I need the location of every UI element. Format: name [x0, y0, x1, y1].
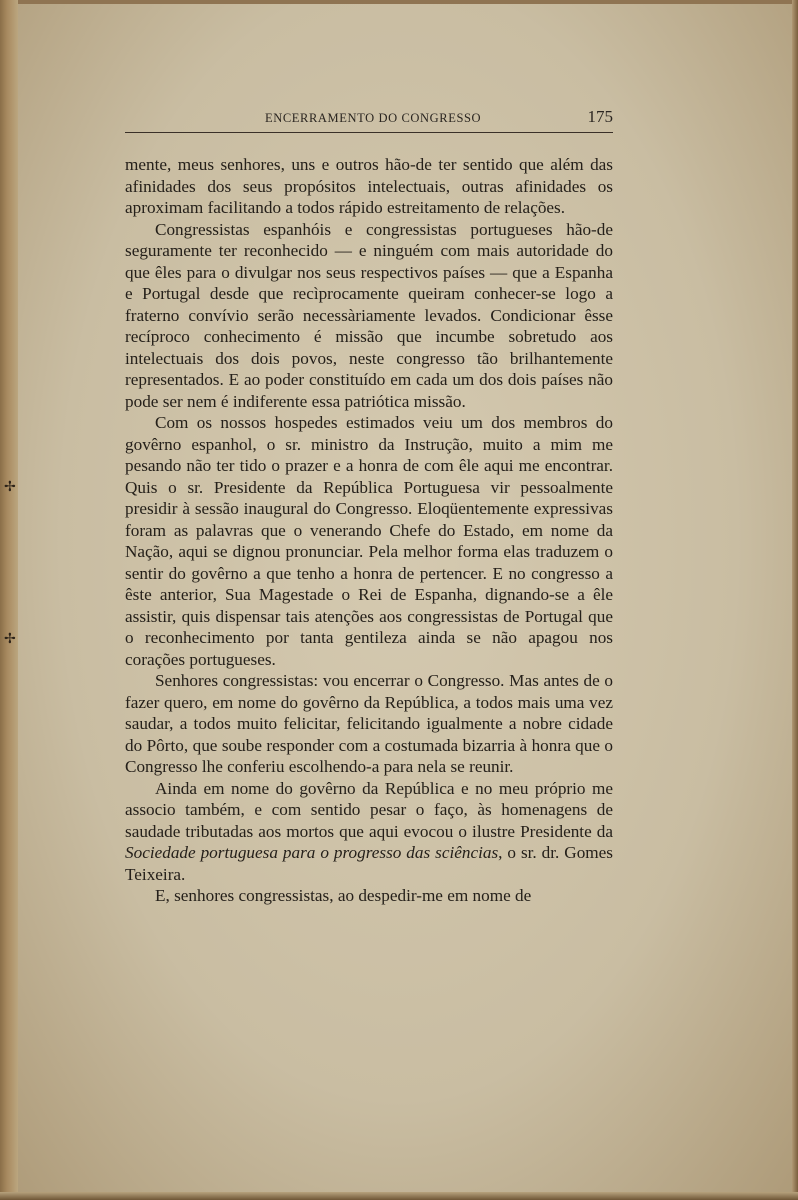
- paragraph-text: , o sr. dr. Gomes Teixeira.: [125, 843, 613, 884]
- page-number: 175: [587, 107, 613, 126]
- paragraph: E, senhores congressistas, ao despedir-me em nome de: [155, 886, 532, 905]
- paragraph: Senhores congressistas: vou encerrar o Congresso. Mas antes de o fazer quero, em nome do govêrno da República, a todos mais uma vez saudar, a todos muito felicitar, felicitando igualmente a nobre cidade do Pôrto, que soube responder com a costumada bizarria à honra que o Congresso lhe conferiu escolhendo-a para nela se reunir.: [125, 671, 613, 776]
- page-bottom-edge: [0, 1192, 798, 1200]
- body-text: [125, 154, 613, 907]
- paragraph: Congressistas espanhóis e congressistas portugueses hão-de seguramente ter reconhecido — e ninguém com mais autoridade do que êles para o divulgar nos seus respectivos países — que a Espanha e Portugal desde que recìprocamente queiram conhecer-se logo a fraterno convívio serão necessàriamente levados. Condicionar êsse recíproco conhecimento é missão que incumbe sobretudo aos intelectuais dos dois povos, neste congresso tão brilhantemente representados. E ao poder constituído em cada um dos dois países não pode ser nem é indiferente essa patriótica missão.: [125, 219, 613, 411]
- binding-thread-mark: ✢: [4, 632, 16, 647]
- binding-thread-mark: ✢: [4, 480, 16, 495]
- page-gutter-edge: [0, 0, 18, 1200]
- paragraph: Com os nossos hospedes estimados veiu um dos membros do govêrno espanhol, o sr. ministro da Instrução, muito a mim me pesando não ter tido o prazer e a honra de com êle aqui me encontrar. Quis o sr. Presidente da República Portuguesa vir pessoalmente presidir à sessão inaugural do Congresso. Eloqüentemente expressivas foram as palavras que o venerando Chefe do Estado, em nome da Nação, aqui se dignou pronunciar. Pela melhor forma elas traduzem o sentir do govêrno a que tenho a honra de pertencer. E no congresso a êste anterior, Sua Magestade o Rei de Espanha, dignando-se a êle assistir, quis dispensar tais atenções aos congressistas de Portugal que o reconhecimento por tanta gentileza ainda se não apagou nos corações portugueses.: [125, 413, 613, 669]
- italic-society-name: Sociedade portuguesa para o progresso das sciências: [125, 843, 499, 862]
- paragraph: mente, meus senhores, uns e outros hão-de ter sentido que além das afinidades dos seus propósitos intelectuais, outras afinidades os aproximam facilitando a todos rápido estreitamento de relações.: [125, 155, 613, 217]
- page-right-edge: [792, 0, 798, 1200]
- header-rule: [125, 132, 613, 133]
- page-header: [125, 108, 613, 132]
- paragraph: [125, 778, 613, 886]
- paragraph-text: Ainda em nome do govêrno da República e no meu próprio me associo também, e com sentido pesar o faço, às homenagens de saudade tributadas aos mortos que aqui evocou o ilustre Presidente da: [125, 778, 613, 841]
- running-head: ENCERRAMENTO DO CONGRESSO: [265, 111, 482, 125]
- page-top-edge: [0, 0, 798, 4]
